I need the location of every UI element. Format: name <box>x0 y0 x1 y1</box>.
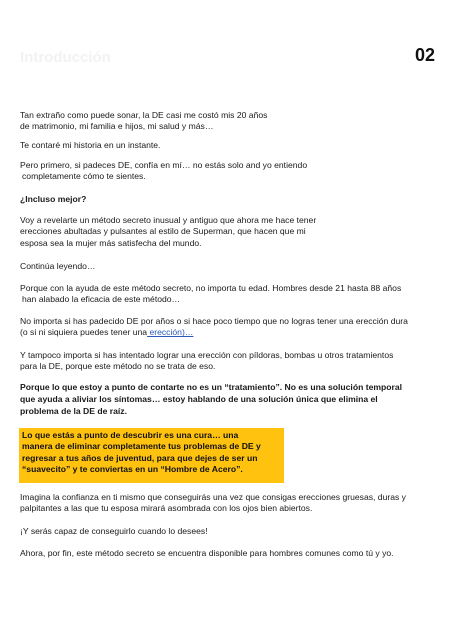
paragraph-line: erecciones abultadas y pulsantes al estilo de Superman, que hacen que mi <box>20 226 306 237</box>
paragraph-line: Porque con la ayuda de este método secreto, no importa tu edad. Hombres desde 21 hasta 88 años <box>20 283 402 293</box>
paragraph-line: Porque lo que estoy a punto de contarte no es un “tratamiento”. No es una solución temporal <box>20 382 402 392</box>
highlight-line: “suavecito” y te conviertas en un “Hombre de Acero”. <box>22 464 243 475</box>
page-number: 02 <box>414 45 435 65</box>
paragraph-line: Voy a revelarte un método secreto inusual y antiguo que ahora me hace tener <box>20 215 317 225</box>
page-header <box>0 0 452 120</box>
paragraph-line: No importa si has padecido DE por años o si hace poco tiempo que no logras tener una erección dura <box>20 316 408 326</box>
paragraph-line: Pero primero, si padeces DE, confía en mí… no estás solo and yo entiendo <box>20 160 308 170</box>
highlight-text <box>22 430 284 476</box>
paragraph-line: (o si ni siquiera puedes tener una <box>20 327 148 338</box>
paragraph-5 <box>20 215 316 249</box>
highlight-line: manera de eliminar completamente tus problemas de DE y <box>22 441 261 452</box>
highlight-line: Lo que estás a punto de descubrir es una cura… una <box>22 430 239 440</box>
paragraph-heading: ¿Incluso mejor? <box>20 194 87 204</box>
paragraph-3 <box>20 160 307 183</box>
paragraph-line: Tan extraño como puede sonar, la DE casi me costó mis 20 años <box>20 110 268 120</box>
paragraph-13: ¡Y serás capaz de conseguirlo cuando lo desees! <box>20 526 208 536</box>
paragraph-line: palpitantes a las que tu esposa mirará asombrada con los ojos bien abiertos. <box>20 503 313 514</box>
paragraph-line: Imagina la confianza en ti mismo que conseguirás una vez que consigas erecciones gruesas, duras y <box>20 492 406 502</box>
highlight-line: regresar a tus años de juventud, para que dejes de ser un <box>22 452 258 463</box>
paragraph-12 <box>20 492 406 515</box>
erection-link[interactable]: erección)… <box>147 327 194 338</box>
paragraph-line: de matrimonio, mi familia e hijos, mi salud y más… <box>20 121 214 132</box>
paragraph-line: problema de la DE de raíz. <box>20 405 127 416</box>
paragraph-6: Continúa leyendo… <box>20 261 96 271</box>
paragraph-line: para la DE, porque este método no se trata de eso. <box>20 361 216 372</box>
paragraph-line: han alabado la eficacia de este método… <box>22 294 181 305</box>
paragraph-line: que ayuda a aliviar los síntomas… estoy hablando de una solución única que elimina el <box>20 393 378 404</box>
paragraph-2: Te contaré mi historia en un instante. <box>20 140 161 150</box>
section-title: Introducción <box>20 49 111 66</box>
paragraph-line: Y tampoco importa si has intentado lograr una erección con píldoras, bombas u otros tratamientos <box>20 350 394 360</box>
paragraph-8 <box>20 316 408 339</box>
paragraph-line: esposa sea la mujer más satisfecha del mundo. <box>20 237 202 248</box>
paragraph-14: Ahora, por fin, este método secreto se encuentra disponible para hombres comunes como tú y yo. <box>20 548 394 558</box>
paragraph-7 <box>20 283 401 306</box>
paragraph-1 <box>20 110 267 133</box>
paragraph-9 <box>20 350 393 373</box>
paragraph-10-bold <box>20 382 402 417</box>
paragraph-line: completamente cómo te sientes. <box>22 171 146 182</box>
